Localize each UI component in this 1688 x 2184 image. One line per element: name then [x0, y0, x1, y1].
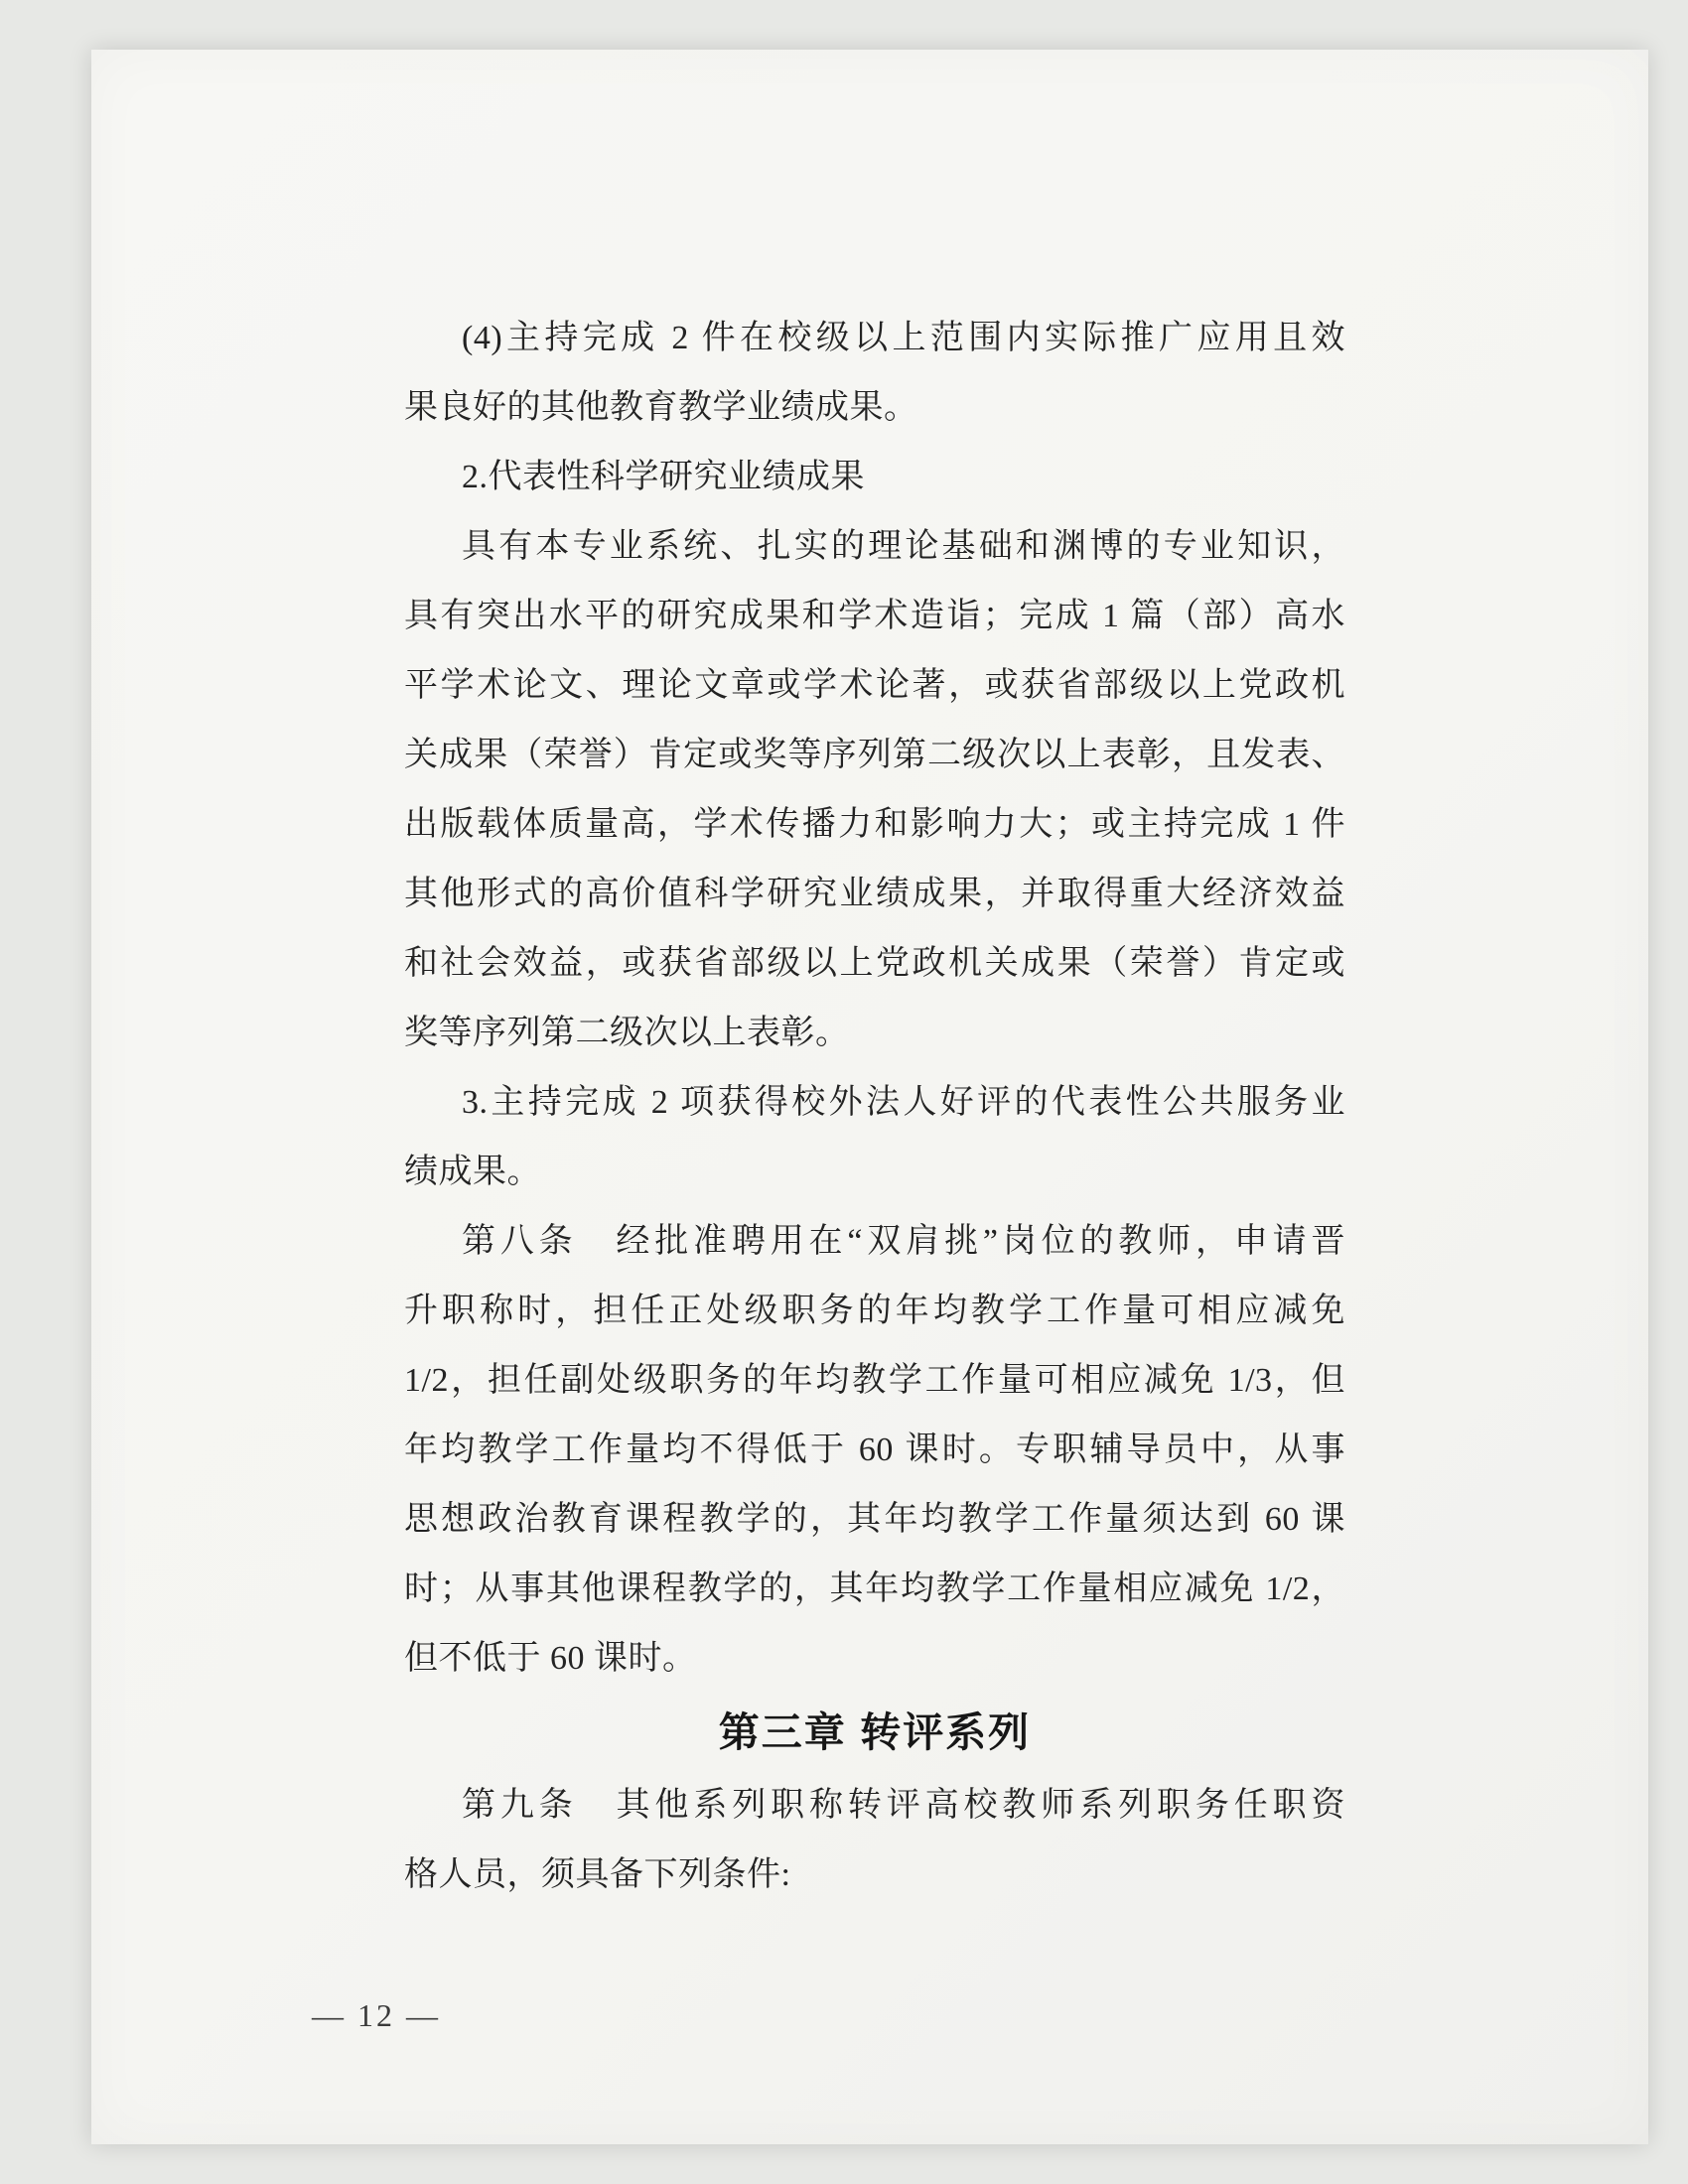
text-line: 果良好的其他教育教学业绩成果。	[404, 389, 918, 426]
text-line: 升职称时，担任正处级职务的年均教学工作量可相应减免	[404, 1293, 1345, 1329]
text-line: 思想政治教育课程教学的，其年均教学工作量须达到 60 课	[404, 1501, 1345, 1538]
text-line: 具有突出水平的研究成果和学术造诣；完成 1 篇（部）高水	[404, 598, 1345, 634]
chapter-heading: 第三章 转评系列	[718, 1709, 1032, 1755]
text-line: 绩成果。	[404, 1154, 541, 1190]
text-line: 但不低于 60 课时。	[404, 1640, 697, 1677]
text-line: 和社会效益，或获省部级以上党政机关成果（荣誉）肯定或	[404, 945, 1345, 982]
text-line: 其他形式的高价值科学研究业绩成果，并取得重大经济效益	[404, 876, 1345, 912]
text-line: 3.主持完成 2 项获得校外法人好评的代表性公共服务业	[462, 1084, 1345, 1121]
text-line: 第八条 经批准聘用在“双肩挑”岗位的教师，申请晋	[462, 1223, 1345, 1260]
text-line: 第九条 其他系列职称转评高校教师系列职务任职资	[462, 1787, 1345, 1824]
text-line: 奖等序列第二级次以上表彰。	[404, 1015, 850, 1051]
page-sheet	[91, 50, 1648, 2144]
text-line: (4)主持完成 2 件在校级以上范围内实际推广应用且效	[462, 320, 1345, 356]
page-number: — 12 —	[312, 1997, 441, 2033]
text-line: 2.代表性科学研究业绩成果	[462, 459, 865, 495]
text-line: 年均教学工作量均不得低于 60 课时。专职辅导员中，从事	[404, 1432, 1345, 1468]
text-line: 平学术论文、理论文章或学术论著，或获省部级以上党政机	[404, 667, 1345, 704]
text-line: 关成果（荣誉）肯定或奖等序列第二级次以上表彰，且发表、	[404, 737, 1345, 773]
text-line: 出版载体质量高，学术传播力和影响力大；或主持完成 1 件	[404, 806, 1345, 843]
document-text	[404, 304, 1345, 1910]
text-line: 格人员，须具备下列条件:	[404, 1856, 791, 1893]
text-line: 1/2，担任副处级职务的年均教学工作量可相应减免 1/3，但	[404, 1362, 1345, 1399]
text-line: 具有本专业系统、扎实的理论基础和渊博的专业知识，	[462, 528, 1345, 565]
text-line: 时；从事其他课程教学的，其年均教学工作量相应减免 1/2，	[404, 1570, 1345, 1607]
